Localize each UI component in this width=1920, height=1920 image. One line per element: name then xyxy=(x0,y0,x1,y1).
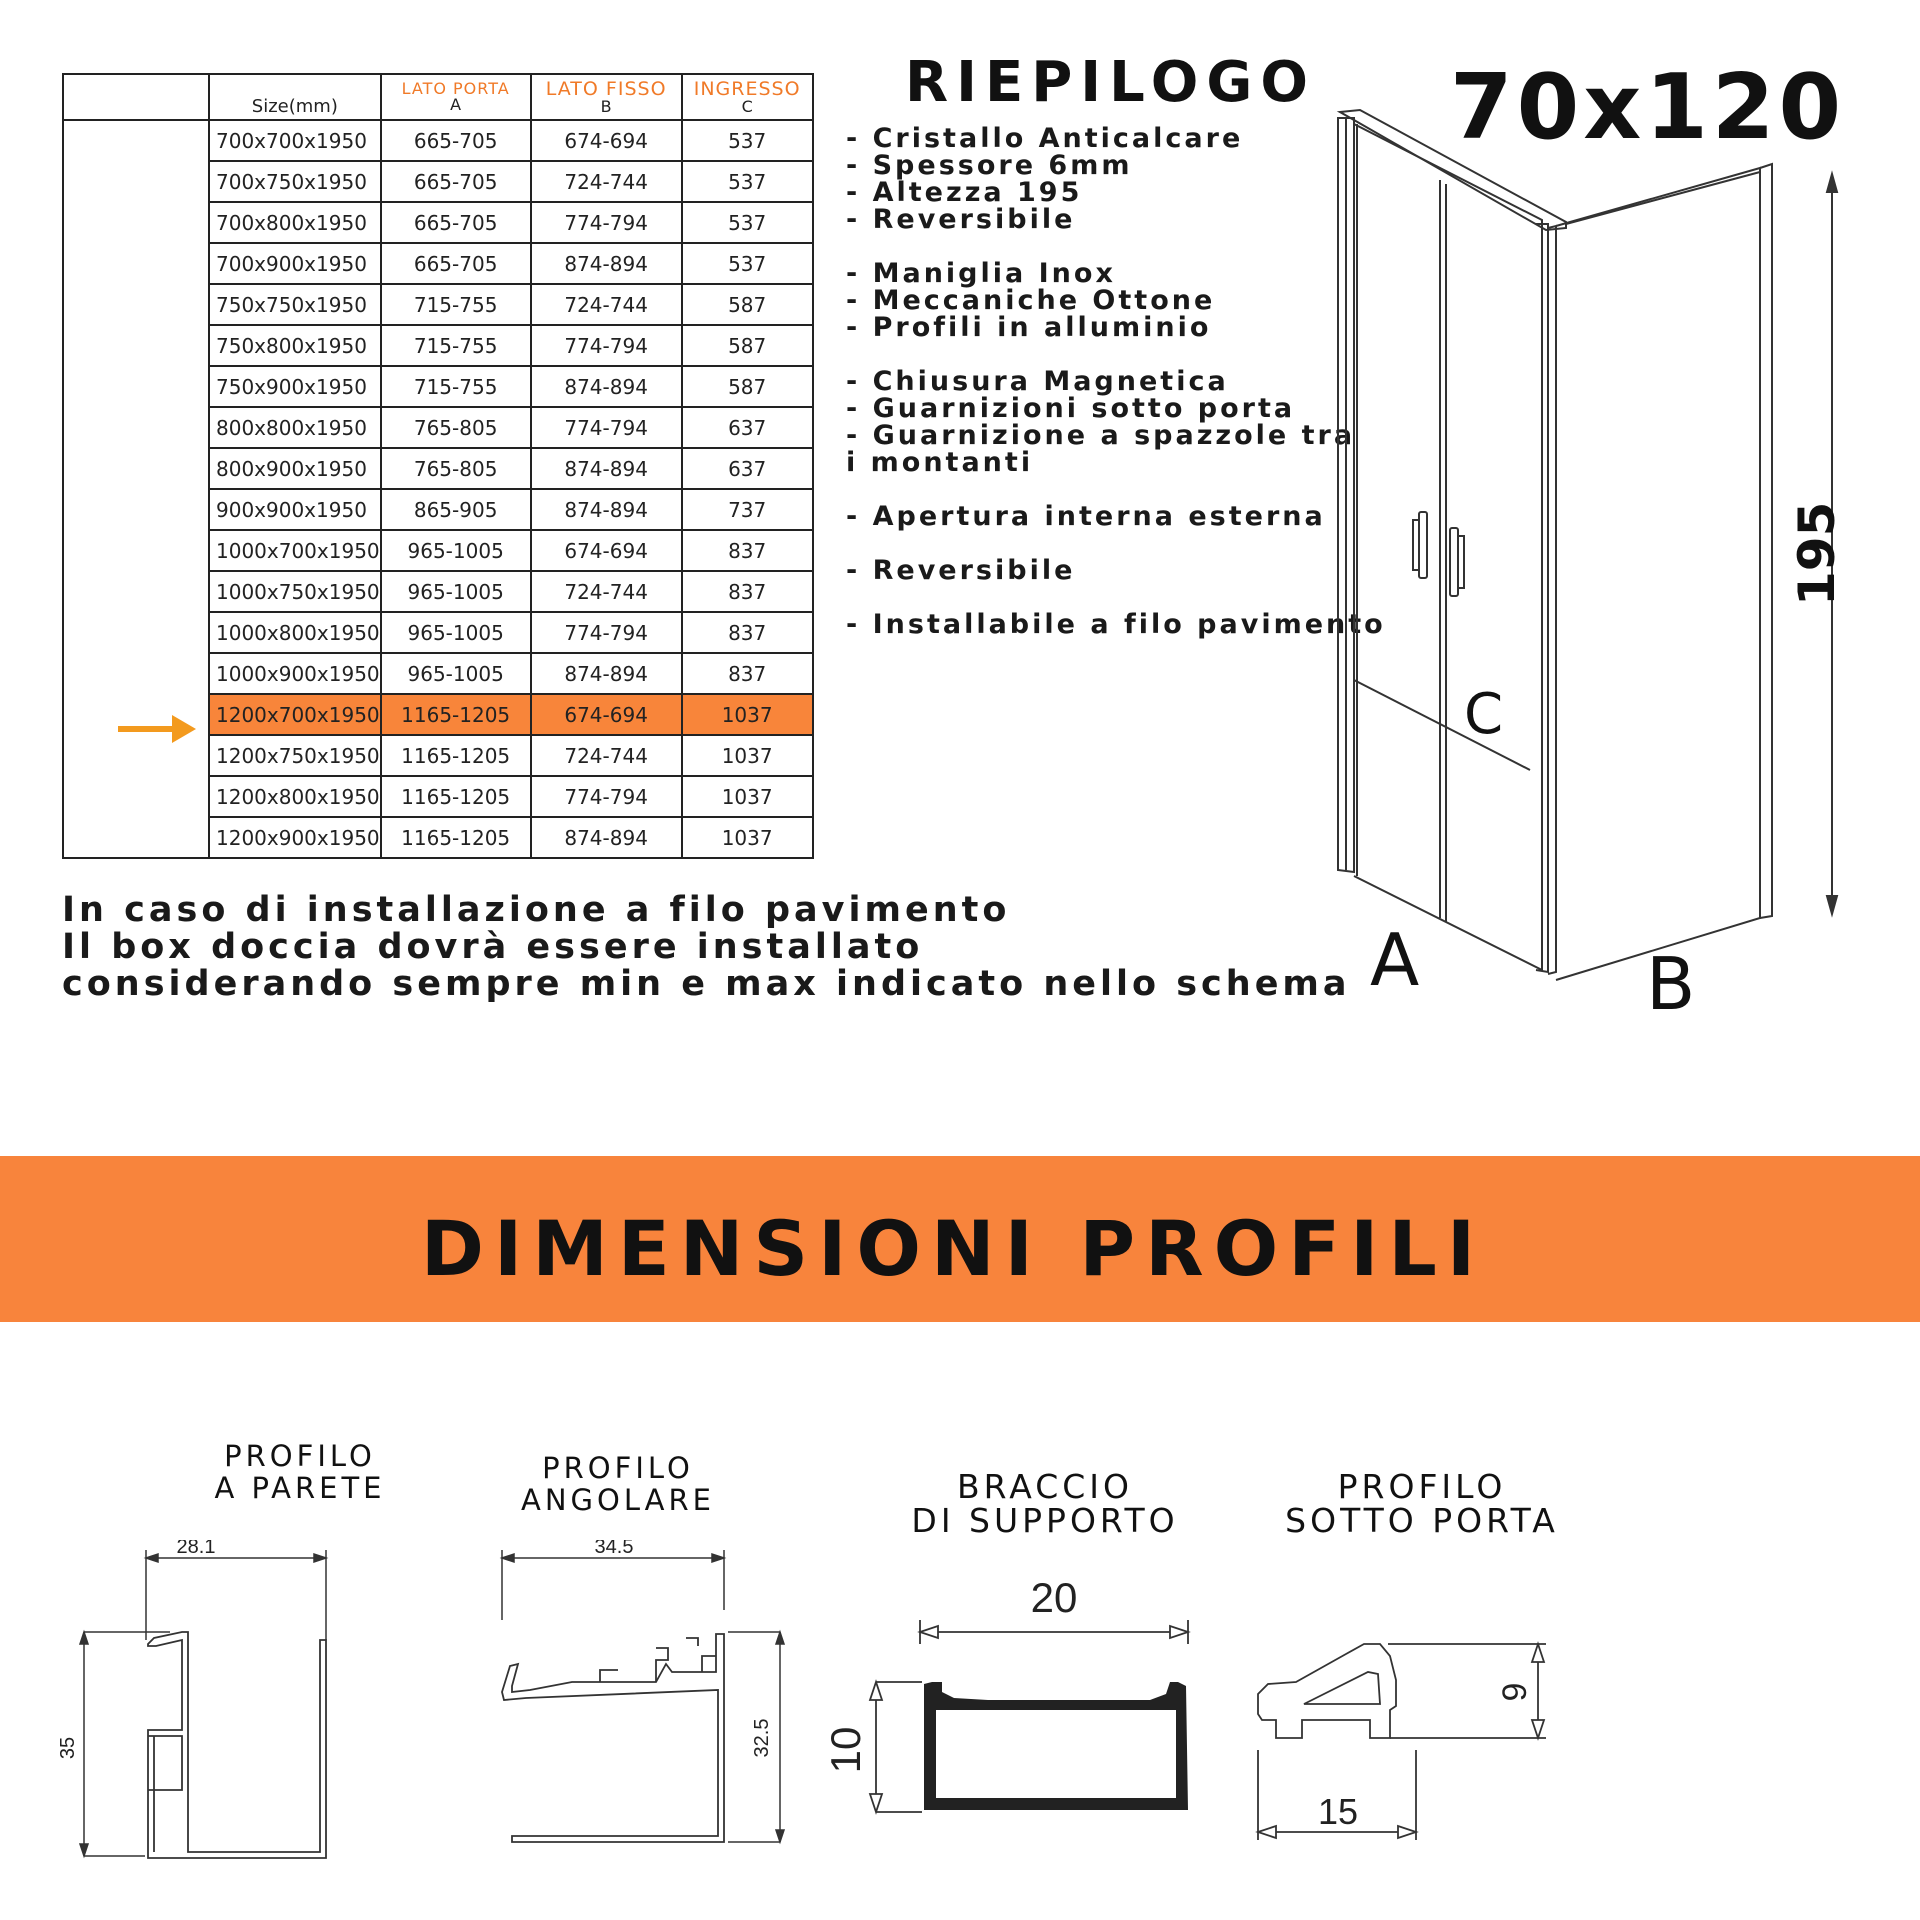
lato-fisso-cell: 874-894 xyxy=(531,366,682,407)
riepilogo-group xyxy=(846,609,1386,640)
ingresso-cell: 537 xyxy=(682,161,813,202)
riepilogo-title: RIEPILOGO xyxy=(905,50,1316,115)
riepilogo-item: - Guarnizioni sotto porta xyxy=(846,393,1296,424)
lato-porta-cell: 715-755 xyxy=(381,366,531,407)
lato-fisso-cell: 674-694 xyxy=(531,694,682,735)
riepilogo-item: - Guarnizione a spazzole tra xyxy=(846,420,1356,451)
lato-fisso-cell: 774-794 xyxy=(531,325,682,366)
size-cell: 1200x900x1950 xyxy=(209,817,381,858)
note-line: Il box doccia dovrà essere installato xyxy=(62,927,924,967)
lato-fisso-cell: 724-744 xyxy=(531,161,682,202)
riepilogo-item: - Meccaniche Ottone xyxy=(846,285,1216,316)
riepilogo-group xyxy=(846,125,1326,233)
profile-sotto-porta-drawing xyxy=(1240,1620,1580,1870)
dim-height-text: 32.5 xyxy=(751,1718,773,1758)
header-ingresso: INGRESSO C xyxy=(682,74,813,120)
dim-width-text: 28.1 xyxy=(176,1540,216,1558)
ingresso-cell: 637 xyxy=(682,448,813,489)
riepilogo-item: i montanti xyxy=(846,447,1034,478)
size-cell: 800x800x1950 xyxy=(209,407,381,448)
profile-label-parete xyxy=(150,1440,450,1504)
riepilogo-list xyxy=(846,123,1386,665)
lato-fisso-cell: 874-894 xyxy=(531,653,682,694)
size-cell: 750x800x1950 xyxy=(209,325,381,366)
lato-porta-cell: 965-1005 xyxy=(381,530,531,571)
ingresso-cell: 637 xyxy=(682,407,813,448)
lato-porta-cell: 665-705 xyxy=(381,243,531,284)
lato-fisso-cell: 674-694 xyxy=(531,530,682,571)
dim-height-text: 10 xyxy=(822,1726,869,1774)
riepilogo-item: - Reversibile xyxy=(846,204,1076,235)
lato-fisso-cell: 774-794 xyxy=(531,407,682,448)
riepilogo-item: - Cristallo Anticalcare xyxy=(846,123,1244,154)
riepilogo-item: - Apertura interna esterna xyxy=(846,501,1326,532)
lato-fisso-cell: 874-894 xyxy=(531,448,682,489)
size-cell: 700x900x1950 xyxy=(209,243,381,284)
profile-label-sotto-porta xyxy=(1252,1467,1592,1540)
ingresso-cell: 587 xyxy=(682,284,813,325)
lato-fisso-cell: 874-894 xyxy=(531,243,682,284)
profile-label-braccio xyxy=(870,1467,1220,1540)
label-a: A xyxy=(1370,918,1420,1002)
banner-title: DIMENSIONI PROFILI xyxy=(420,1204,1486,1293)
shower-box-drawing xyxy=(1320,100,1860,1040)
table-corner xyxy=(63,74,209,120)
lato-porta-cell: 765-805 xyxy=(381,448,531,489)
height-label: 195 xyxy=(1788,501,1846,606)
riepilogo-item: - Installabile a filo pavimento xyxy=(846,609,1386,640)
size-cell: 700x800x1950 xyxy=(209,202,381,243)
size-cell: 900x900x1950 xyxy=(209,489,381,530)
dim-height-text: 9 xyxy=(1496,1682,1534,1702)
lato-fisso-cell: 874-894 xyxy=(531,817,682,858)
profile-label-line2: DI SUPPORTO xyxy=(911,1501,1179,1540)
profile-label-angolare xyxy=(468,1452,768,1516)
riepilogo-group xyxy=(846,557,1326,584)
lato-fisso-cell: 724-744 xyxy=(531,571,682,612)
riepilogo-item: - Maniglia Inox xyxy=(846,258,1116,289)
lato-fisso-cell: 774-794 xyxy=(531,202,682,243)
dim-width-text: 20 xyxy=(1030,1574,1078,1621)
lato-porta-cell: 1165-1205 xyxy=(381,776,531,817)
riepilogo-group xyxy=(846,366,1356,478)
ingresso-cell: 587 xyxy=(682,325,813,366)
header-size: Size(mm) xyxy=(209,74,381,120)
profile-parete-drawing xyxy=(50,1540,350,1870)
ingresso-cell: 837 xyxy=(682,571,813,612)
label-c: C xyxy=(1464,682,1504,747)
installation-note xyxy=(62,892,1351,1003)
size-cell: 800x900x1950 xyxy=(209,448,381,489)
size-cell: 1000x750x1950 xyxy=(209,571,381,612)
note-line: considerando sempre min e max indicato nello schema xyxy=(62,964,1351,1004)
lato-fisso-cell: 874-894 xyxy=(531,489,682,530)
dim-width-text: 34.5 xyxy=(594,1540,634,1558)
label-b: B xyxy=(1646,942,1696,1026)
ingresso-cell: 1037 xyxy=(682,817,813,858)
note-line: In caso di installazione a filo pavimento xyxy=(62,890,1011,930)
lato-porta-cell: 965-1005 xyxy=(381,571,531,612)
size-cell: 750x750x1950 xyxy=(209,284,381,325)
ingresso-cell: 537 xyxy=(682,243,813,284)
dim-width-text: 15 xyxy=(1317,1791,1359,1832)
lato-porta-cell: 865-905 xyxy=(381,489,531,530)
size-cell: 700x700x1950 xyxy=(209,120,381,161)
profile-label-line1: PROFILO xyxy=(1337,1467,1507,1506)
lato-fisso-cell: 724-744 xyxy=(531,735,682,776)
profile-braccio-drawing xyxy=(820,1560,1210,1840)
size-cell: 1200x750x1950 xyxy=(209,735,381,776)
ingresso-cell: 537 xyxy=(682,202,813,243)
ingresso-cell: 737 xyxy=(682,489,813,530)
size-cell: 1200x800x1950 xyxy=(209,776,381,817)
profile-label-line2: SOTTO PORTA xyxy=(1285,1501,1559,1540)
ingresso-cell: 1037 xyxy=(682,735,813,776)
ingresso-cell: 837 xyxy=(682,612,813,653)
lato-porta-cell: 665-705 xyxy=(381,120,531,161)
lato-porta-cell: 1165-1205 xyxy=(381,694,531,735)
product-size-label: 70x120 xyxy=(1450,55,1846,160)
lato-fisso-cell: 774-794 xyxy=(531,612,682,653)
lato-porta-cell: 765-805 xyxy=(381,407,531,448)
lato-porta-cell: 665-705 xyxy=(381,161,531,202)
profile-label-line1: PROFILO xyxy=(224,1439,376,1473)
lato-porta-cell: 715-755 xyxy=(381,284,531,325)
lato-fisso-cell: 724-744 xyxy=(531,284,682,325)
size-cell: 700x750x1950 xyxy=(209,161,381,202)
lato-porta-cell: 715-755 xyxy=(381,325,531,366)
header-lato-porta: LATO PORTA A xyxy=(381,74,531,120)
riepilogo-item: - Altezza 195 xyxy=(846,177,1083,208)
riepilogo-group xyxy=(846,503,1326,530)
lato-fisso-cell: 674-694 xyxy=(531,120,682,161)
riepilogo-item: - Profili in alluminio xyxy=(846,312,1212,343)
riepilogo-group xyxy=(846,260,1326,341)
lato-porta-cell: 1165-1205 xyxy=(381,735,531,776)
lato-fisso-cell: 774-794 xyxy=(531,776,682,817)
profile-label-line2: A PARETE xyxy=(214,1471,386,1505)
table-row xyxy=(63,120,813,161)
profile-label-line1: BRACCIO xyxy=(956,1467,1134,1506)
profile-label-line2: ANGOLARE xyxy=(521,1483,715,1517)
ingresso-cell: 1037 xyxy=(682,694,813,735)
section-banner xyxy=(0,1156,1920,1322)
ingresso-cell: 837 xyxy=(682,530,813,571)
size-cell: 1000x900x1950 xyxy=(209,653,381,694)
ingresso-cell: 587 xyxy=(682,366,813,407)
riepilogo-item: - Reversibile xyxy=(846,555,1076,586)
riepilogo-item: - Spessore 6mm xyxy=(846,150,1133,181)
lato-porta-cell: 665-705 xyxy=(381,202,531,243)
ingresso-cell: 537 xyxy=(682,120,813,161)
size-cell: 750x900x1950 xyxy=(209,366,381,407)
profile-label-line1: PROFILO xyxy=(542,1451,694,1485)
profile-angolare-drawing xyxy=(490,1540,810,1870)
riepilogo-item: - Chiusura Magnetica xyxy=(846,366,1229,397)
size-cell: 1200x700x1950 xyxy=(209,694,381,735)
lato-porta-cell: 965-1005 xyxy=(381,612,531,653)
highlight-arrow-icon xyxy=(116,709,202,749)
ingresso-cell: 1037 xyxy=(682,776,813,817)
lato-porta-cell: 1165-1205 xyxy=(381,817,531,858)
header-lato-fisso: LATO FISSO B xyxy=(531,74,682,120)
size-cell: 1000x700x1950 xyxy=(209,530,381,571)
dim-height-text: 35 xyxy=(57,1736,79,1760)
size-cell: 1000x800x1950 xyxy=(209,612,381,653)
lato-porta-cell: 965-1005 xyxy=(381,653,531,694)
ingresso-cell: 837 xyxy=(682,653,813,694)
